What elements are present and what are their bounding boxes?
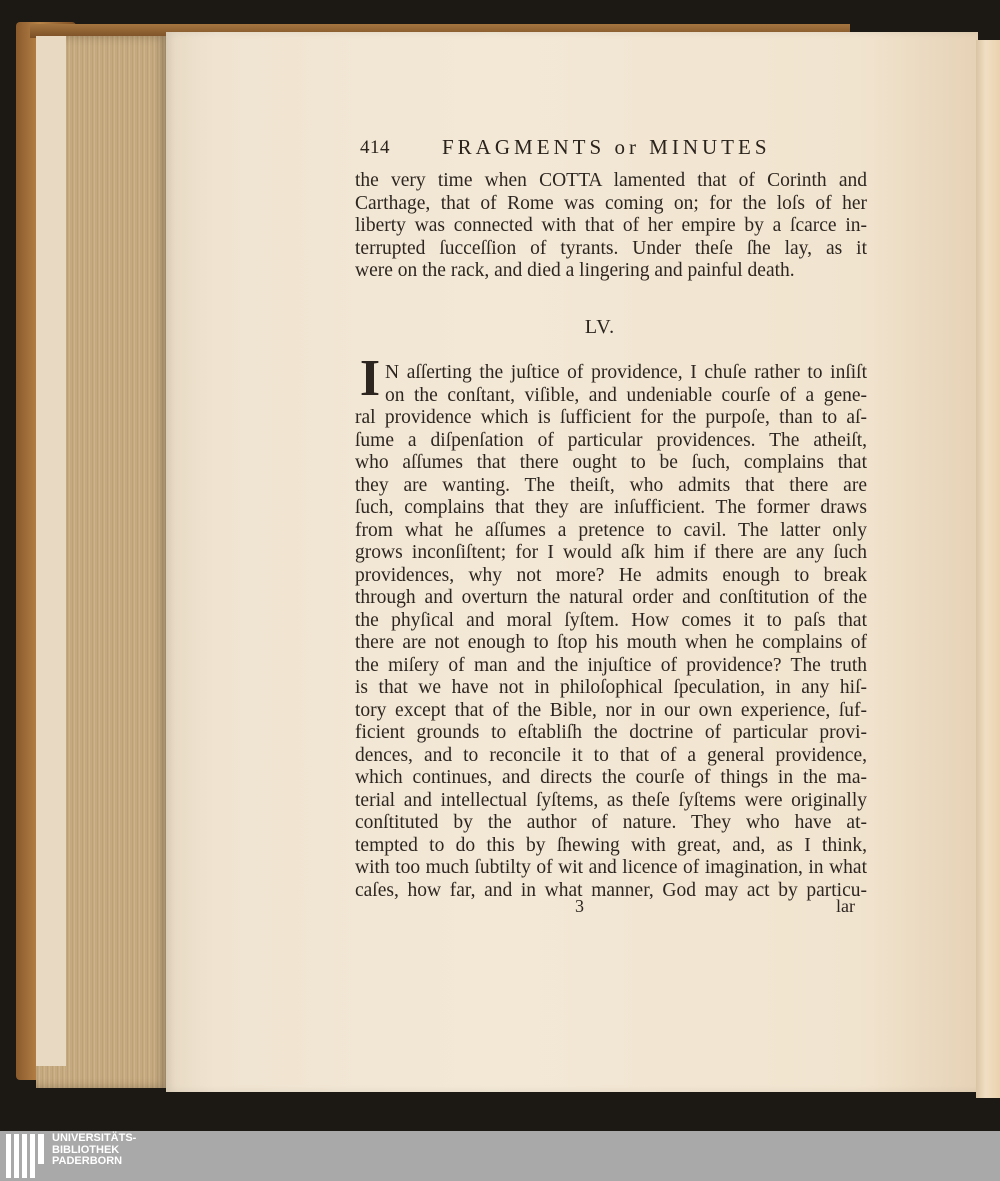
library-name-line: PADERBORN: [52, 1155, 123, 1167]
section-number: LV.: [584, 316, 616, 338]
signature-mark: 3: [575, 896, 584, 916]
text-line: terial and intellectual ſyſtems, as theſe ſyſtems were originally: [355, 789, 867, 811]
text-line: were on the rack, and died a lingering and painful death.: [355, 260, 795, 281]
text-line: terrupted ſucceſſion of tyrants. Under theſe ſhe lay, as it: [355, 237, 867, 259]
catchword: lar: [836, 896, 855, 916]
catchline: [355, 896, 867, 920]
text-line: providences, why not more? He admits enough to break: [355, 564, 867, 586]
text-line: grows inconſiſtent; for I would aſk him if there are any ſuch: [355, 542, 867, 563]
text-line: conſtituted by the author of nature. They who have at-: [355, 812, 867, 833]
running-header: [360, 135, 865, 165]
page-number: 414: [360, 137, 390, 158]
library-name-line: UNIVERSITÄTS-: [52, 1132, 137, 1144]
text-line: caſes, how far, and in what manner, God may act by particu-: [355, 879, 867, 901]
page-stack-inner: [36, 36, 66, 1066]
text-line: N aſſerting the juſtice of providence, I chuſe rather to inſiſt: [385, 362, 867, 383]
facing-page-edge: [976, 40, 1000, 1098]
running-head-title: FRAGMENTS or MINUTES: [442, 135, 771, 159]
library-name: [52, 1133, 172, 1168]
text-line: tempted to do this by ſhewing with great, and, as I think,: [355, 834, 867, 856]
text-line: through and overturn the natural order and conſtitution of the: [355, 587, 867, 608]
library-footer: [0, 1131, 1000, 1181]
section-paragraph: [355, 362, 867, 902]
text-line: the miſery of man and the injuſtice of providence? The truth: [355, 654, 867, 676]
text-line: ficient grounds to eſtabliſh the doctrine of particular provi-: [355, 722, 867, 743]
text-line: ſume a diſpenſation of particular providences. The atheiſt,: [355, 429, 867, 451]
text-line: there are not enough to ſtop his mouth when he complains of: [355, 632, 867, 653]
drop-cap: I: [359, 350, 381, 407]
text-line: with too much ſubtilty of wit and licence of imagination, in what: [355, 857, 867, 878]
text-line: ſuch, complains that they are inſufficient. The former draws: [355, 497, 867, 518]
text-line: which continues, and directs the courſe of things in the ma-: [355, 767, 867, 788]
text-line: Carthage, that of Rome was coming on; for the loſs of her: [355, 192, 867, 214]
text-line: ral providence which is ſufficient for the purpoſe, than to aſ-: [355, 407, 867, 428]
text-line: the very time when COTTA lamented that of Corinth and: [355, 170, 867, 191]
text-line: dences, and to reconcile it to that of a general providence,: [355, 744, 867, 766]
library-name-line: BIBLIOTHEK: [52, 1143, 120, 1156]
text-line: is that we have not in philoſophical ſpeculation, in any hiſ-: [355, 677, 867, 698]
text-line: on the conſtant, viſible, and undeniable courſe of a gene-: [385, 384, 867, 406]
text-line: liberty was connected with that of her empire by a ſcarce in-: [355, 215, 867, 236]
text-line: they are wanting. The theiſt, who admits that there are: [355, 474, 867, 496]
text-line: who aſſumes that there ought to be ſuch, complains that: [355, 452, 867, 473]
continuation-paragraph: [355, 170, 867, 283]
text-line: tory except that of the Bible, nor in our own experience, ſuf-: [355, 699, 867, 721]
library-logo-icon: [6, 1134, 46, 1178]
text-line: from what he aſſumes a pretence to cavil. The latter only: [355, 519, 867, 541]
text-line: the phyſical and moral ſyſtem. How comes it to paſs that: [355, 609, 867, 631]
